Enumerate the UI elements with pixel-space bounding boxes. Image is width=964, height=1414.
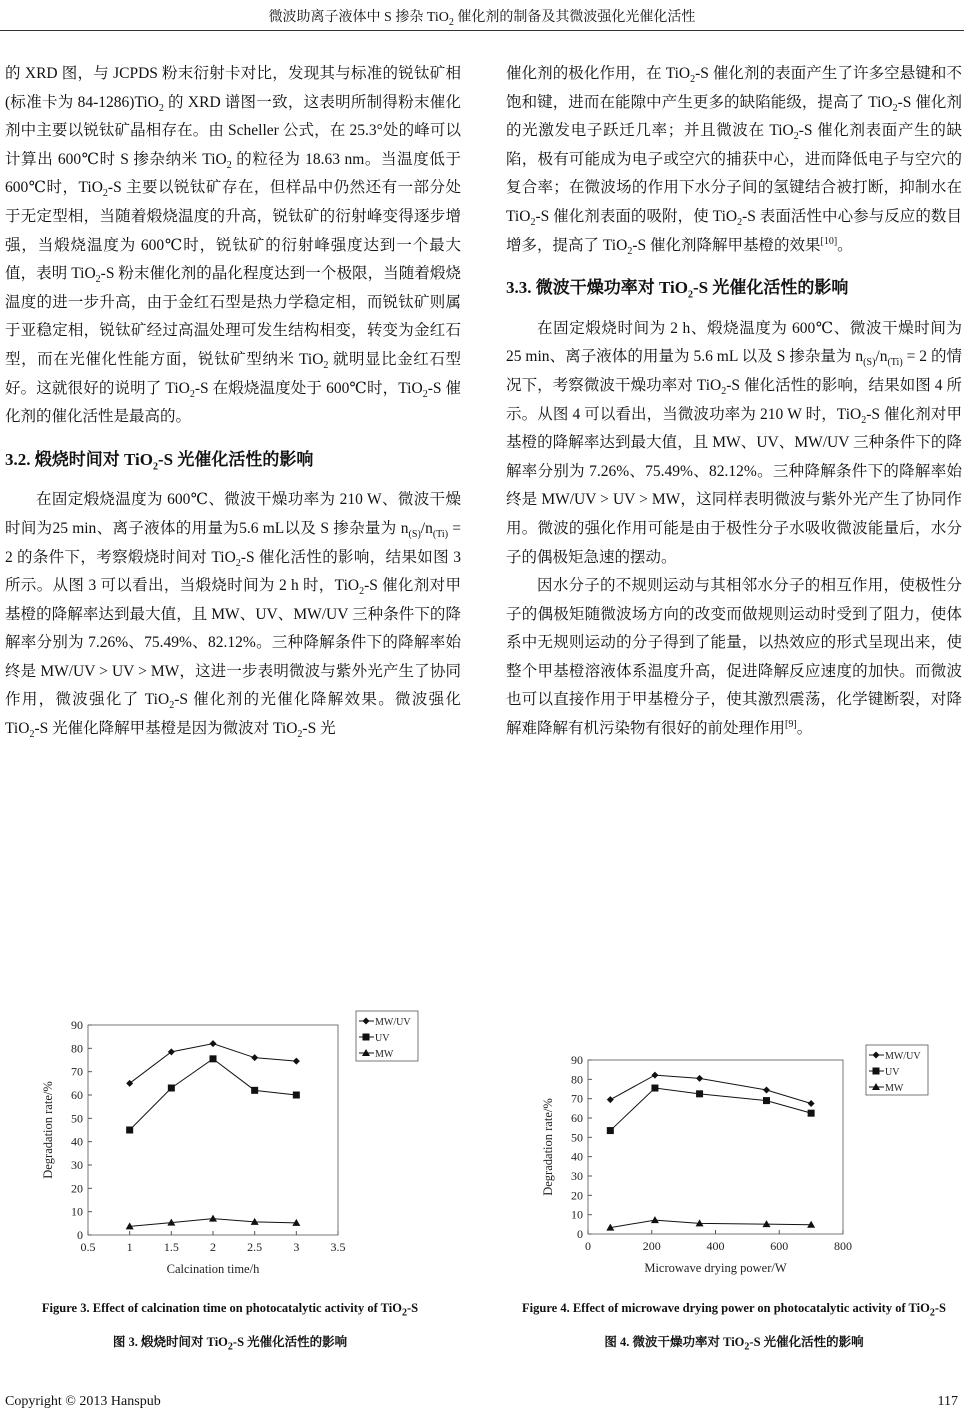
data-point xyxy=(293,1058,300,1065)
x-tick-label: 0 xyxy=(585,1239,591,1253)
header-rule xyxy=(0,30,964,31)
text-run: -S 催化剂的光激发电子跃迁几率；并且微波在 TiO xyxy=(506,93,962,140)
y-tick-label: 0 xyxy=(577,1227,583,1241)
text-run: 微波助离子液体中 S 掺杂 TiO xyxy=(268,10,449,25)
text-run: 。 xyxy=(837,236,853,254)
y-tick-label: 80 xyxy=(71,1041,83,1056)
subscript: 2 xyxy=(102,188,108,200)
figure-4-chart xyxy=(520,1035,950,1290)
subscript: 2 xyxy=(929,1307,935,1319)
text-run: -S 催化活性的影响，结果如图 3 所示。从图 3 可以看出，当煅烧时间为 2 h 时，TiO xyxy=(5,548,461,595)
y-tick-label: 40 xyxy=(571,1149,583,1164)
subscript: (Ti) xyxy=(887,357,903,369)
subscript: 2 xyxy=(297,729,303,741)
x-tick-label: 2.5 xyxy=(247,1240,263,1254)
subscript: 2 xyxy=(152,461,158,473)
text-run: 就明显比金红石型好。这就很好的说明了 TiO xyxy=(5,350,461,397)
plot-frame xyxy=(588,1060,843,1234)
text-run: -S 光催化降解甲基橙是因为微波对 TiO xyxy=(34,720,298,738)
data-point xyxy=(651,1216,659,1223)
y-tick-label: 90 xyxy=(571,1053,583,1067)
text-run: -S 主要以锐钛矿存在，但样品中仍然还有一部分处于无定型相，当随着煅烧温度的升高，锐钛矿的衍射峰变得逐步增强，当煅烧温度为 600℃时，锐钛矿的衍射峰强度达到一个最大值，表明 TiO xyxy=(5,179,461,283)
subscript: 2 xyxy=(793,131,799,143)
citation-superscript: [10] xyxy=(820,235,838,247)
x-tick-label: 1 xyxy=(126,1240,133,1254)
text-run: -S 表面活性中心参与反应的数目增多，提高了 TiO xyxy=(506,207,962,254)
subscript: 2 xyxy=(422,388,428,400)
subscript: 2 xyxy=(169,700,175,712)
paragraph xyxy=(5,60,461,432)
paragraph xyxy=(5,486,461,743)
legend-label: MW/UV xyxy=(375,1017,411,1028)
text-run: = 2 的情况下，考察微波干燥功率对 TiO xyxy=(506,348,963,394)
text-run: -S 光 xyxy=(302,720,336,738)
figure-3-caption-cn xyxy=(10,1334,450,1353)
x-tick-label: 600 xyxy=(770,1239,789,1253)
y-tick-label: 40 xyxy=(71,1134,83,1149)
series-line-mw-uv xyxy=(130,1044,297,1084)
subscript: 2 xyxy=(189,388,195,400)
figure-4-caption-cn xyxy=(514,1334,954,1353)
subscript: 2 xyxy=(227,1341,233,1353)
text-run: -S 催化剂的表面产生了许多空悬键和不饱和键，进而在能隙中产生更多的缺陷能级，提高了 TiO xyxy=(506,65,962,111)
subscript: 2 xyxy=(226,159,232,171)
data-point xyxy=(651,1072,658,1079)
subscript: 2 xyxy=(530,217,536,229)
data-point xyxy=(251,1054,258,1061)
legend-marker xyxy=(363,1034,370,1041)
text-run: 催化剂的极化作用，在 TiO xyxy=(506,65,691,82)
subscript: (S) xyxy=(863,357,876,369)
subscript: (S) xyxy=(408,529,421,540)
y-tick-label: 80 xyxy=(571,1072,583,1087)
section-heading xyxy=(5,446,461,475)
text-run: -S 粉末催化剂的晶化程度达到一个极限，当随着煅烧温度的进一步升高，由于金红石型是热力学稳定相，而锐钛矿则属于亚稳定相，锐钛矿经过高温处理可发生结构相变，转变为金红石型，而在光催化性能方面，锐钛矿型纳米 TiO xyxy=(5,265,461,368)
text-run: 的 XRD 图，与 JCPDS 粉末衍射卡对比，发现其与标准的锐钛矿相(标准卡为 84-1286)TiO xyxy=(5,65,461,111)
x-tick-label: 3 xyxy=(293,1240,300,1254)
subscript: 2 xyxy=(744,1341,750,1353)
subscript: 2 xyxy=(721,386,727,398)
text-run: 的 XRD 谱图一致，这表明所制得粉末催化剂中主要以锐钛矿晶相存在。由 Scheller 公式，在 25.3°处的峰可以计算出 600℃时 S 掺杂纳米 TiO xyxy=(5,93,461,168)
text-run: /n xyxy=(420,519,433,537)
y-tick-label: 30 xyxy=(571,1169,583,1183)
data-point xyxy=(607,1096,614,1103)
figure-4-caption-en xyxy=(514,1300,954,1319)
citation-superscript: [9] xyxy=(785,718,797,730)
legend-label: UV xyxy=(885,1067,900,1078)
text-run: Figure 4. Effect of microwave drying power on photocatalytic activity of TiO xyxy=(522,1301,930,1315)
paragraph xyxy=(506,572,962,744)
subscript: 2 xyxy=(401,1307,407,1319)
text-run: -S 催化剂对甲基橙的降解率达到最大值，且 MW、UV、MW/UV 三种条件下的降解率分别为 7.26%、75.49%、82.12%。三种降解条件下的降解率始终是 MW/UV > UV > MW，这进一步表明微波与紫外光产生了协同作用，微波强化了 TiO xyxy=(5,577,461,709)
subscript: 2 xyxy=(448,16,454,28)
paragraph xyxy=(506,315,962,572)
running-header xyxy=(0,6,964,26)
subscript: 2 xyxy=(323,360,329,372)
y-axis-label: Degradation rate/% xyxy=(541,1098,555,1196)
data-point xyxy=(696,1075,703,1082)
data-point xyxy=(210,1040,217,1047)
text-run: -S 光催化活性的影响 xyxy=(749,1335,864,1349)
legend-label: MW xyxy=(375,1049,394,1060)
series-line-mw-uv xyxy=(610,1075,811,1103)
data-point xyxy=(209,1215,217,1222)
section-heading xyxy=(506,274,962,303)
y-tick-label: 10 xyxy=(571,1207,583,1222)
data-point xyxy=(126,1127,133,1134)
text-run: 在固定煅烧时间为 2 h、煅烧温度为 600℃、微波干燥时间为 25 min、离子液体的用量为 5.6 mL 以及 S 掺杂量为 n xyxy=(506,319,962,366)
data-point xyxy=(763,1086,770,1093)
legend-marker xyxy=(873,1068,880,1075)
text-run: -S xyxy=(406,1301,419,1315)
subscript: 2 xyxy=(737,217,743,229)
y-tick-label: 10 xyxy=(71,1204,83,1219)
left-column xyxy=(5,60,461,744)
x-tick-label: 1.5 xyxy=(163,1240,179,1254)
text-run: 3.2. 煅烧时间对 TiO xyxy=(5,449,153,469)
y-tick-label: 20 xyxy=(71,1181,83,1196)
text-run: -S 光催化活性的影响 xyxy=(692,278,849,298)
text-run: -S 催化剂表面的吸附，使 TiO xyxy=(535,207,738,225)
text-run: -S 催化剂的光催化降解效果。微波强化 TiO xyxy=(5,691,461,738)
subscript: (Ti) xyxy=(432,529,449,540)
x-tick-label: 0.5 xyxy=(80,1240,96,1254)
subscript: 2 xyxy=(861,414,867,426)
subscript: 2 xyxy=(690,74,696,86)
x-tick-label: 400 xyxy=(706,1239,725,1253)
y-tick-label: 0 xyxy=(77,1228,83,1242)
text-run: Figure 3. Effect of calcination time on photocatalytic activity of TiO xyxy=(41,1301,402,1315)
text-run: -S 催化剂对甲基橙的降解率达到最大值，且 MW、UV、MW/UV 三种条件下的降解率分别为 7.26%、75.49%、82.12%。三种降解条件下的降解率始终是 MW/UV > UV > MW，这同样表明微波与紫外光产生了协同作用。微波的强化作用可能是由于极性分子水吸收微波能量后，水分子的偶极矩急速的摆动。 xyxy=(506,405,962,566)
data-point xyxy=(808,1100,815,1107)
y-tick-label: 90 xyxy=(71,1018,83,1032)
text-run: 的粒径为 18.63 nm。当温度低于 600℃时，TiO xyxy=(5,150,461,197)
text-run: -S 光催化活性的影响 xyxy=(232,1335,348,1349)
text-run: 因水分子的不规则运动与其相邻水分子的相互作用，使极性分子的偶极矩随微波场方向的改变而做规则运动时受到了阻力，使体系中无规则运动的分子得到了能量，以热效应的形式呈现出来，使整个甲基橙溶液体系温度升高，促进降解反应速度的加快。而微波也可以直接作用于甲基橙分子，使其激烈震荡，化学键断裂，对降解难降解有机污染物有很好的前处理作用 xyxy=(506,577,962,738)
right-column xyxy=(506,60,962,744)
data-point xyxy=(168,1085,175,1092)
subscript: 2 xyxy=(892,102,898,114)
data-point xyxy=(763,1097,770,1104)
subscript: 2 xyxy=(235,557,241,569)
subscript: 2 xyxy=(687,289,693,301)
text-run: -S 光催化活性的影响 xyxy=(157,449,314,469)
y-tick-label: 30 xyxy=(71,1158,83,1172)
text-run: -S 在煅烧温度处于 600℃时，TiO xyxy=(194,379,423,397)
legend-label: MW/UV xyxy=(885,1051,921,1062)
x-axis-label: Microwave drying power/W xyxy=(644,1261,787,1275)
y-tick-label: 70 xyxy=(71,1064,83,1079)
text-run: -S 催化剂的催化活性是最高的。 xyxy=(5,379,461,426)
y-tick-label: 50 xyxy=(71,1111,83,1126)
x-tick-label: 2 xyxy=(210,1240,216,1254)
data-point xyxy=(251,1087,258,1094)
x-tick-label: 200 xyxy=(642,1239,661,1253)
data-point xyxy=(210,1055,217,1062)
paragraph xyxy=(506,60,962,260)
text-run: -S 催化剂降解甲基橙的效果 xyxy=(632,236,821,254)
x-tick-label: 800 xyxy=(834,1239,852,1253)
subscript: 2 xyxy=(627,245,633,257)
subscript: 2 xyxy=(158,102,164,114)
text-run: 在固定煅烧温度为 600℃、微波干燥功率为 210 W、微波干燥时间为25 min、离子液体的用量为5.6 mL以及 S 掺杂量为 n xyxy=(5,491,461,537)
data-point xyxy=(696,1090,703,1097)
text-run: = 2 的条件下，考察煅烧时间对 TiO xyxy=(5,519,461,566)
data-point xyxy=(808,1110,815,1117)
series-line-mw xyxy=(610,1220,811,1228)
y-tick-label: 60 xyxy=(571,1111,583,1125)
copyright: Copyright © 2013 Hanspub xyxy=(5,1394,161,1409)
y-tick-label: 50 xyxy=(571,1130,583,1145)
text-run: 图 3. 煅烧时间对 TiO xyxy=(112,1335,228,1349)
text-run: 3.3. 微波干燥功率对 TiO xyxy=(506,278,688,298)
x-tick-label: 3.5 xyxy=(330,1240,346,1254)
text-run: 。 xyxy=(796,720,813,738)
x-axis-label: Calcination time/h xyxy=(166,1262,260,1276)
subscript: 2 xyxy=(95,274,101,286)
data-point xyxy=(607,1127,614,1134)
data-point xyxy=(293,1092,300,1099)
figure-3-caption-en xyxy=(10,1300,450,1319)
text-run: 催化剂的制备及其微波强化光催化活性 xyxy=(453,10,696,25)
subscript: 2 xyxy=(29,729,35,741)
y-tick-label: 60 xyxy=(71,1088,83,1102)
y-tick-label: 20 xyxy=(571,1188,583,1203)
text-run: -S 催化活性的影响，结果如图 4 所示。从图 4 可以看出，当微波功率为 210 W 时，TiO xyxy=(506,376,962,423)
series-line-uv xyxy=(130,1059,297,1130)
y-tick-label: 70 xyxy=(571,1091,583,1106)
text-run: 图 4. 微波干燥功率对 TiO xyxy=(604,1335,745,1349)
text-run: -S xyxy=(934,1301,946,1315)
page-number: 117 xyxy=(937,1394,958,1409)
y-axis-label: Degradation rate/% xyxy=(41,1081,55,1179)
text-run: /n xyxy=(875,348,888,366)
figure-3-chart xyxy=(20,1005,440,1290)
subscript: 2 xyxy=(359,586,365,598)
data-point xyxy=(651,1085,658,1092)
legend-label: UV xyxy=(375,1033,390,1044)
legend-label: MW xyxy=(885,1083,904,1094)
text-run: -S 催化剂表面产生的缺陷，极有可能成为电子或空穴的捕获中心，进而降低电子与空穴的复合率；在微波场的作用下水分子间的氢键结合被打断，抑制水在 TiO xyxy=(506,122,962,225)
